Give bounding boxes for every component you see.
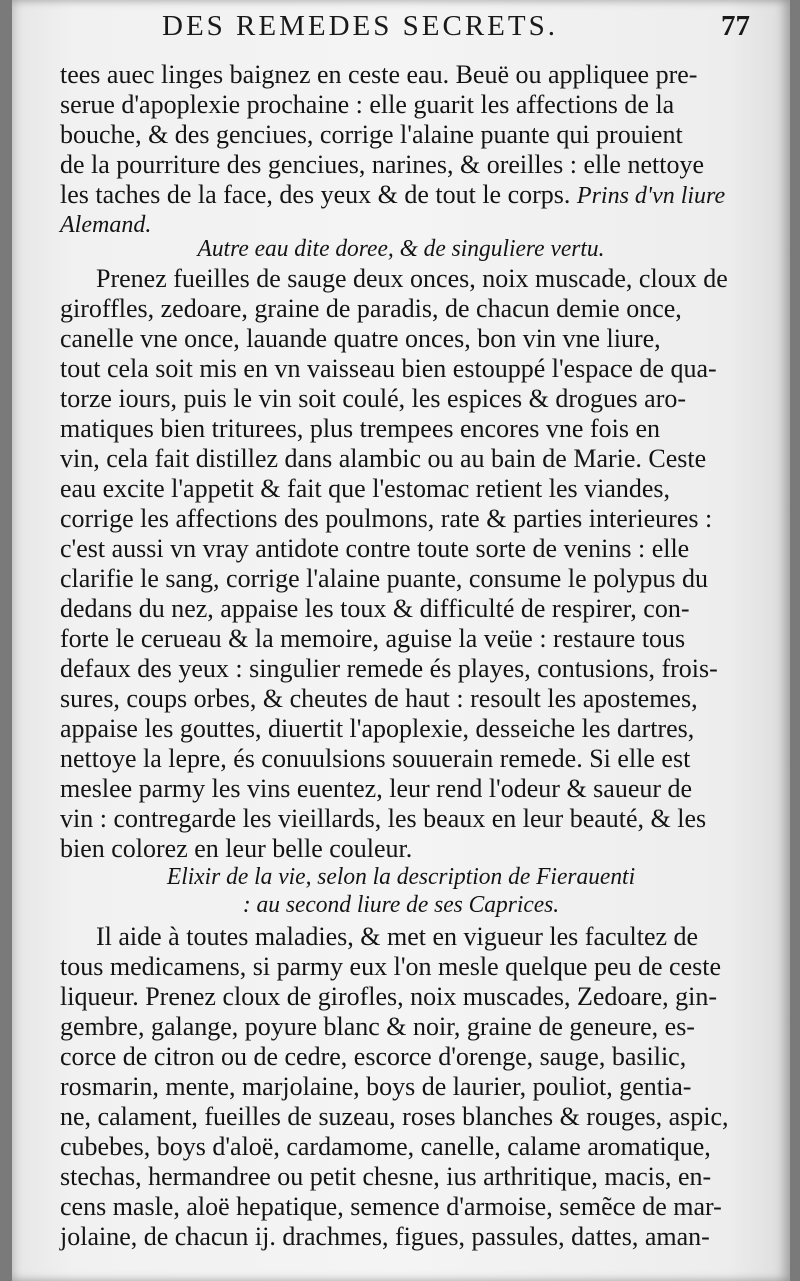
text-line: sures, coups orbes, & cheutes de haut : resoult les apostemes,	[60, 684, 698, 713]
text-line: tous medicamens, si parmy eux l'on mesle quelque peu de ceste	[60, 952, 721, 981]
text-line: gembre, galange, poyure blanc & noir, graine de geneure, es-	[60, 1012, 695, 1041]
text-line: dedans du nez, appaise les toux & difficulté de respirer, con-	[60, 594, 690, 623]
text-line: c'est aussi vn vray antidote contre toute sorte de venins : elle	[60, 534, 690, 563]
section-heading: : au second liure de ses Caprices.	[242, 892, 560, 918]
text-line: defaux des yeux : singulier remede és playes, contusions, frois-	[60, 654, 718, 683]
text-line: Prenez fueilles de sauge deux onces, noix muscade, cloux de	[96, 264, 728, 293]
text-line: bien colorez en leur belle couleur.	[60, 834, 413, 863]
text-line: vin, cela fait distillez dans alambic ou au bain de Marie. Ceste	[60, 444, 707, 473]
text-line: nettoye la lepre, és conuulsions souuerain remede. Si elle est	[60, 744, 691, 773]
text-line: bouche, & des genciues, corrige l'alaine puante qui prouient	[60, 120, 683, 149]
text-line: cens masle, aloë hepatique, semence d'armoise, semẽce de mar-	[60, 1192, 722, 1221]
show-through-mark	[357, 210, 363, 237]
text-line: torze iours, puis le vin soit coulé, les espices & drogues aro-	[60, 384, 687, 413]
text-line: canelle vne once, lauande quatre onces, bon vin vne liure,	[60, 324, 661, 353]
source-note: Prins d'vn liure	[576, 183, 726, 209]
running-head: DES REMEDES SECRETS.	[162, 10, 558, 42]
text-line: forte le cerueau & la memoire, aguise la veüe : restaure tous	[60, 624, 686, 653]
text-line: ne, calament, fueilles de suzeau, roses blanches & rouges, aspic,	[60, 1102, 729, 1131]
section-heading: Autre eau dite doree, & de singuliere vertu.	[197, 236, 605, 262]
text-line: meslee parmy les vins euentez, leur rend l'odeur & saueur de	[60, 774, 693, 803]
text-line: serue d'apoplexie prochaine : elle guarit les affections de la	[60, 90, 675, 119]
page-number: 77	[721, 10, 750, 42]
text-line: stechas, hermandree ou petit chesne, ius arthritique, macis, en-	[60, 1162, 712, 1191]
text-line	[60, 180, 725, 211]
text-line: tees auec linges baignez en ceste eau. Beuë ou appliquee pre-	[60, 60, 698, 89]
page-header	[12, 10, 790, 48]
text-line: clarifie le sang, corrige l'alaine puante, consume le polypus du	[60, 564, 708, 593]
text-line: tout cela soit mis en vn vaisseau bien estouppé l'espace de qua-	[60, 354, 717, 383]
text-line-body: les taches de la face, des yeux & de tout le corps.	[60, 180, 571, 209]
text-line: corce de citron ou de cedre, escorce d'orenge, sauge, basilic,	[60, 1042, 687, 1071]
text-line: jolaine, de chacun ij. drachmes, figues, passules, dattes, aman-	[60, 1222, 710, 1251]
text-line: matiques bien triturees, plus trempees encores vne fois en	[60, 414, 660, 443]
text-line: Il aide à toutes maladies, & met en vigueur les facultez de	[96, 922, 699, 951]
book-page	[12, 0, 790, 1281]
source-note-continued: Alemand.	[60, 212, 152, 238]
text-line: rosmarin, mente, marjolaine, boys de laurier, pouliot, gentia-	[60, 1072, 692, 1101]
text-line: appaise les gouttes, diuertit l'apoplexie, desseiche les dartres,	[60, 714, 695, 743]
text-line: eau excite l'appetit & fait que l'estomac retient les viandes,	[60, 474, 671, 503]
text-line: de la pourriture des genciues, narines, & oreilles : elle nettoye	[60, 150, 704, 179]
text-line: vin : contregarde les vieillards, les beaux en leur beauté, & les	[60, 804, 707, 833]
text-line: liqueur. Prenez cloux de girofles, noix muscades, Zedoare, gin-	[60, 982, 718, 1011]
text-line: giroffles, zedoare, graine de paradis, de chacun demie once,	[60, 294, 682, 323]
section-heading: Elixir de la vie, selon la description de Fierauenti	[166, 864, 636, 890]
text-line: corrige les affections des poulmons, rate & parties interieures :	[60, 504, 713, 533]
text-line: cubebes, boys d'aloë, cardamome, canelle, calame aromatique,	[60, 1132, 711, 1161]
